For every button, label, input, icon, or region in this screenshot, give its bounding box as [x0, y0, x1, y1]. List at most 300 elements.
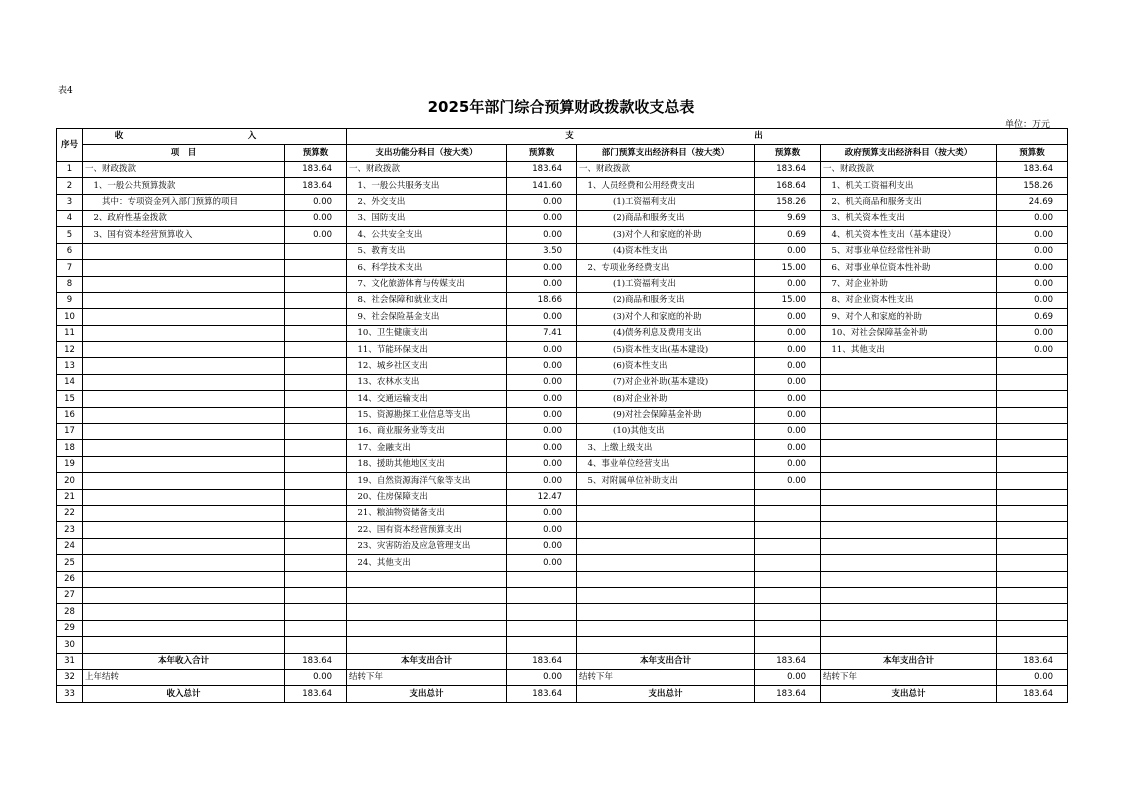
income-item	[83, 489, 285, 505]
gov-econ-item: 7、对企业补助	[821, 276, 997, 292]
income-amount	[285, 358, 347, 374]
func-item: 支出总计	[347, 686, 507, 702]
income-amount	[285, 243, 347, 259]
dept-econ-amount	[755, 620, 821, 636]
func-item: 一、财政拨款	[347, 161, 507, 177]
income-amount	[285, 522, 347, 538]
total-row	[57, 686, 1068, 702]
row-number: 12	[57, 342, 83, 358]
table-row	[57, 194, 1068, 210]
row-number: 8	[57, 276, 83, 292]
dept-econ-item: 结转下年	[577, 669, 755, 685]
func-item: 15、资源勘探工业信息等支出	[347, 407, 507, 423]
dept-econ-item: (4)债务利息及费用支出	[577, 325, 755, 341]
gov-econ-item: 1、机关工资福利支出	[821, 178, 997, 194]
row-number: 4	[57, 210, 83, 226]
gov-econ-amount: 0.00	[997, 325, 1068, 341]
dept-econ-item	[577, 538, 755, 554]
func-amount: 0.00	[507, 407, 577, 423]
dept-econ-item: (3)对个人和家庭的补助	[577, 227, 755, 243]
gov-econ-amount	[997, 489, 1068, 505]
income-item	[83, 505, 285, 521]
income-amount: 0.00	[285, 194, 347, 210]
gov-econ-item: 6、对事业单位资本性补助	[821, 260, 997, 276]
income-amount	[285, 505, 347, 521]
row-number: 30	[57, 637, 83, 653]
row-number: 19	[57, 456, 83, 472]
func-amount	[507, 604, 577, 620]
dept-econ-amount	[755, 522, 821, 538]
income-item: 1、一般公共预算拨款	[83, 178, 285, 194]
row-number: 27	[57, 587, 83, 603]
dept-econ-item	[577, 604, 755, 620]
gov-econ-amount	[997, 374, 1068, 390]
income-item	[83, 440, 285, 456]
income-amount	[285, 309, 347, 325]
dept-econ-amount	[755, 637, 821, 653]
income-item	[83, 243, 285, 259]
table-row	[57, 571, 1068, 587]
header-income-label: 收 入	[114, 131, 315, 142]
income-item: 本年收入合计	[83, 653, 285, 669]
func-amount: 183.64	[507, 161, 577, 177]
func-item: 14、交通运输支出	[347, 391, 507, 407]
gov-econ-amount: 0.00	[997, 276, 1068, 292]
gov-econ-amount: 158.26	[997, 178, 1068, 194]
func-amount: 141.60	[507, 178, 577, 194]
gov-econ-item: 8、对企业资本性支出	[821, 292, 997, 308]
gov-econ-amount	[997, 473, 1068, 489]
gov-econ-item	[821, 424, 997, 440]
func-amount: 12.47	[507, 489, 577, 505]
table-row	[57, 440, 1068, 456]
row-number: 10	[57, 309, 83, 325]
table-row	[57, 407, 1068, 423]
func-amount: 18.66	[507, 292, 577, 308]
income-amount	[285, 424, 347, 440]
dept-econ-item: (1)工资福利支出	[577, 276, 755, 292]
func-item	[347, 604, 507, 620]
gov-econ-item	[821, 374, 997, 390]
income-item	[83, 309, 285, 325]
dept-econ-item	[577, 571, 755, 587]
dept-econ-amount: 0.00	[755, 342, 821, 358]
func-item: 2、外交支出	[347, 194, 507, 210]
gov-econ-item: 一、财政拨款	[821, 161, 997, 177]
income-item	[83, 538, 285, 554]
func-item: 6、科学技术支出	[347, 260, 507, 276]
gov-econ-item	[821, 407, 997, 423]
income-amount	[285, 292, 347, 308]
gov-econ-item: 11、其他支出	[821, 342, 997, 358]
gov-econ-item: 2、机关商品和服务支出	[821, 194, 997, 210]
dept-econ-item: (4)资本性支出	[577, 243, 755, 259]
dept-econ-amount	[755, 571, 821, 587]
func-amount: 0.00	[507, 260, 577, 276]
header-amount: 预算数	[285, 145, 347, 161]
income-amount	[285, 260, 347, 276]
gov-econ-item: 本年支出合计	[821, 653, 997, 669]
gov-econ-item: 结转下年	[821, 669, 997, 685]
dept-econ-item: (5)资本性支出(基本建设)	[577, 342, 755, 358]
func-amount: 0.00	[507, 555, 577, 571]
row-number: 15	[57, 391, 83, 407]
gov-econ-item	[821, 538, 997, 554]
row-number: 31	[57, 653, 83, 669]
func-item: 11、节能环保支出	[347, 342, 507, 358]
gov-econ-item	[821, 391, 997, 407]
table-row	[57, 620, 1068, 636]
func-amount	[507, 637, 577, 653]
dept-econ-amount	[755, 555, 821, 571]
income-amount	[285, 407, 347, 423]
dept-econ-item: 1、人员经费和公用经费支出	[577, 178, 755, 194]
func-amount: 0.00	[507, 456, 577, 472]
income-amount	[285, 538, 347, 554]
income-amount	[285, 374, 347, 390]
table-row	[57, 489, 1068, 505]
income-item	[83, 637, 285, 653]
dept-econ-amount	[755, 538, 821, 554]
dept-econ-amount: 15.00	[755, 292, 821, 308]
func-amount: 3.50	[507, 243, 577, 259]
func-amount: 0.00	[507, 210, 577, 226]
gov-econ-amount	[997, 456, 1068, 472]
func-amount: 0.00	[507, 194, 577, 210]
table-row	[57, 538, 1068, 554]
dept-econ-item: (2)商品和服务支出	[577, 292, 755, 308]
row-number: 9	[57, 292, 83, 308]
row-number: 26	[57, 571, 83, 587]
gov-econ-item: 支出总计	[821, 686, 997, 702]
gov-econ-amount	[997, 391, 1068, 407]
table-row	[57, 342, 1068, 358]
row-number: 29	[57, 620, 83, 636]
func-item: 4、公共安全支出	[347, 227, 507, 243]
income-amount	[285, 604, 347, 620]
gov-econ-item	[821, 473, 997, 489]
row-number: 2	[57, 178, 83, 194]
income-amount: 0.00	[285, 669, 347, 685]
func-amount	[507, 587, 577, 603]
income-item: 3、国有资本经营预算收入	[83, 227, 285, 243]
func-item: 21、粮油物资储备支出	[347, 505, 507, 521]
gov-econ-amount	[997, 538, 1068, 554]
func-amount: 7.41	[507, 325, 577, 341]
row-number: 21	[57, 489, 83, 505]
func-item	[347, 571, 507, 587]
income-item	[83, 571, 285, 587]
gov-econ-amount	[997, 587, 1068, 603]
dept-econ-amount: 0.00	[755, 391, 821, 407]
row-number: 33	[57, 686, 83, 702]
row-number: 11	[57, 325, 83, 341]
gov-econ-amount	[997, 522, 1068, 538]
gov-econ-item: 5、对事业单位经常性补助	[821, 243, 997, 259]
total-row	[57, 669, 1068, 685]
table-row	[57, 325, 1068, 341]
gov-econ-item	[821, 358, 997, 374]
header-amount: 预算数	[507, 145, 577, 161]
gov-econ-amount: 0.00	[997, 243, 1068, 259]
row-number: 20	[57, 473, 83, 489]
gov-econ-item	[821, 489, 997, 505]
func-amount: 0.00	[507, 473, 577, 489]
table-row	[57, 587, 1068, 603]
row-number: 5	[57, 227, 83, 243]
total-row	[57, 653, 1068, 669]
func-amount	[507, 620, 577, 636]
income-item	[83, 522, 285, 538]
page-title: 2025年部门综合预算财政拨款收支总表	[427, 98, 695, 116]
func-amount: 0.00	[507, 538, 577, 554]
income-amount: 183.64	[285, 178, 347, 194]
row-number: 25	[57, 555, 83, 571]
income-item	[83, 260, 285, 276]
row-number: 13	[57, 358, 83, 374]
gov-econ-amount	[997, 505, 1068, 521]
func-amount: 0.00	[507, 505, 577, 521]
table-row	[57, 637, 1068, 653]
row-number: 3	[57, 194, 83, 210]
income-amount	[285, 440, 347, 456]
dept-econ-item: 一、财政拨款	[577, 161, 755, 177]
dept-econ-item: (3)对个人和家庭的补助	[577, 309, 755, 325]
table-row	[57, 424, 1068, 440]
func-item: 本年支出合计	[347, 653, 507, 669]
dept-econ-amount: 0.00	[755, 309, 821, 325]
gov-econ-amount: 0.00	[997, 210, 1068, 226]
dept-econ-amount: 183.64	[755, 686, 821, 702]
income-amount: 0.00	[285, 227, 347, 243]
func-item: 8、社会保障和就业支出	[347, 292, 507, 308]
gov-econ-amount: 183.64	[997, 686, 1068, 702]
gov-econ-item	[821, 440, 997, 456]
row-number: 28	[57, 604, 83, 620]
gov-econ-amount	[997, 571, 1068, 587]
table-row	[57, 292, 1068, 308]
gov-econ-amount: 183.64	[997, 653, 1068, 669]
gov-econ-amount: 0.69	[997, 309, 1068, 325]
budget-table	[56, 128, 1068, 703]
table-row	[57, 309, 1068, 325]
dept-econ-item	[577, 489, 755, 505]
income-item	[83, 555, 285, 571]
gov-econ-item	[821, 505, 997, 521]
income-item	[83, 456, 285, 472]
dept-econ-item: (7)对企业补助(基本建设)	[577, 374, 755, 390]
func-item: 12、城乡社区支出	[347, 358, 507, 374]
func-amount: 0.00	[507, 358, 577, 374]
income-item	[83, 391, 285, 407]
gov-econ-amount	[997, 440, 1068, 456]
gov-econ-item	[821, 456, 997, 472]
func-item: 10、卫生健康支出	[347, 325, 507, 341]
gov-econ-item: 3、机关资本性支出	[821, 210, 997, 226]
income-item	[83, 292, 285, 308]
income-item: 收入总计	[83, 686, 285, 702]
gov-econ-amount: 24.69	[997, 194, 1068, 210]
header-amount: 预算数	[997, 145, 1068, 161]
func-item: 16、商业服务业等支出	[347, 424, 507, 440]
income-amount	[285, 620, 347, 636]
func-item: 1、一般公共服务支出	[347, 178, 507, 194]
dept-econ-amount: 0.00	[755, 440, 821, 456]
row-number: 17	[57, 424, 83, 440]
income-amount	[285, 342, 347, 358]
func-amount: 0.00	[507, 374, 577, 390]
row-number: 32	[57, 669, 83, 685]
dept-econ-item	[577, 620, 755, 636]
gov-econ-item	[821, 555, 997, 571]
dept-econ-item	[577, 505, 755, 521]
dept-econ-amount: 0.00	[755, 473, 821, 489]
dept-econ-amount: 0.00	[755, 325, 821, 341]
income-item	[83, 342, 285, 358]
dept-econ-item	[577, 587, 755, 603]
income-item	[83, 587, 285, 603]
header-expense	[347, 129, 1068, 145]
income-item	[83, 276, 285, 292]
dept-econ-amount: 168.64	[755, 178, 821, 194]
func-amount: 183.64	[507, 653, 577, 669]
header-expense-label: 支 出	[565, 131, 849, 142]
func-item: 17、金融支出	[347, 440, 507, 456]
func-item: 7、文化旅游体育与传媒支出	[347, 276, 507, 292]
func-item: 23、灾害防治及应急管理支出	[347, 538, 507, 554]
income-item: 一、财政拨款	[83, 161, 285, 177]
income-item	[83, 473, 285, 489]
table-row	[57, 555, 1068, 571]
dept-econ-amount	[755, 505, 821, 521]
func-item: 9、社会保险基金支出	[347, 309, 507, 325]
income-item	[83, 604, 285, 620]
dept-econ-amount: 0.00	[755, 407, 821, 423]
table-row	[57, 522, 1068, 538]
income-amount	[285, 555, 347, 571]
income-amount: 183.64	[285, 161, 347, 177]
gov-econ-item	[821, 637, 997, 653]
dept-econ-item: 本年支出合计	[577, 653, 755, 669]
table-row	[57, 178, 1068, 194]
func-item: 24、其他支出	[347, 555, 507, 571]
header-item: 项 目	[83, 145, 285, 161]
row-number: 23	[57, 522, 83, 538]
gov-econ-item: 10、对社会保障基金补助	[821, 325, 997, 341]
dept-econ-item: (6)资本性支出	[577, 358, 755, 374]
header-row-group	[57, 129, 1068, 145]
dept-econ-amount: 0.69	[755, 227, 821, 243]
income-item	[83, 424, 285, 440]
income-item: 上年结转	[83, 669, 285, 685]
func-amount: 0.00	[507, 391, 577, 407]
dept-econ-item: 3、上缴上级支出	[577, 440, 755, 456]
table-row	[57, 358, 1068, 374]
income-amount	[285, 637, 347, 653]
func-item: 13、农林水支出	[347, 374, 507, 390]
dept-econ-item: 4、事业单位经营支出	[577, 456, 755, 472]
unit-label: 单位：万元	[1004, 120, 1050, 130]
gov-econ-amount	[997, 604, 1068, 620]
dept-econ-amount: 0.00	[755, 276, 821, 292]
header-row-columns	[57, 145, 1068, 161]
gov-econ-item	[821, 522, 997, 538]
dept-econ-item	[577, 555, 755, 571]
row-number: 18	[57, 440, 83, 456]
income-amount: 183.64	[285, 653, 347, 669]
income-item: 其中：专项资金列入部门预算的项目	[83, 194, 285, 210]
table-tag: 表4	[58, 86, 73, 96]
table-row	[57, 210, 1068, 226]
table-row	[57, 260, 1068, 276]
dept-econ-amount: 0.00	[755, 374, 821, 390]
func-item	[347, 587, 507, 603]
income-item: 2、政府性基金拨款	[83, 210, 285, 226]
func-amount: 0.00	[507, 424, 577, 440]
table-row	[57, 243, 1068, 259]
income-item	[83, 407, 285, 423]
dept-econ-amount: 158.26	[755, 194, 821, 210]
table-row	[57, 473, 1068, 489]
header-amount: 预算数	[755, 145, 821, 161]
table-row	[57, 161, 1068, 177]
row-number: 16	[57, 407, 83, 423]
gov-econ-amount: 0.00	[997, 342, 1068, 358]
table-row	[57, 505, 1068, 521]
dept-econ-item: (10)其他支出	[577, 424, 755, 440]
dept-econ-amount: 183.64	[755, 161, 821, 177]
dept-econ-amount: 0.00	[755, 456, 821, 472]
func-amount: 0.00	[507, 342, 577, 358]
gov-econ-item: 9、对个人和家庭的补助	[821, 309, 997, 325]
func-item: 3、国防支出	[347, 210, 507, 226]
gov-econ-item	[821, 587, 997, 603]
gov-econ-amount	[997, 424, 1068, 440]
income-amount	[285, 391, 347, 407]
dept-econ-amount: 15.00	[755, 260, 821, 276]
gov-econ-amount: 0.00	[997, 227, 1068, 243]
table-row	[57, 276, 1068, 292]
dept-econ-amount	[755, 587, 821, 603]
gov-econ-amount	[997, 407, 1068, 423]
dept-econ-item: 2、专项业务经费支出	[577, 260, 755, 276]
gov-econ-amount	[997, 620, 1068, 636]
table-row	[57, 391, 1068, 407]
func-item: 19、自然资源海洋气象等支出	[347, 473, 507, 489]
income-amount	[285, 456, 347, 472]
dept-econ-item: 5、对附属单位补助支出	[577, 473, 755, 489]
dept-econ-item	[577, 637, 755, 653]
dept-econ-amount: 0.00	[755, 669, 821, 685]
func-item: 18、援助其他地区支出	[347, 456, 507, 472]
dept-econ-amount	[755, 489, 821, 505]
income-amount	[285, 276, 347, 292]
dept-econ-item: (2)商品和服务支出	[577, 210, 755, 226]
dept-econ-amount: 0.00	[755, 358, 821, 374]
gov-econ-amount	[997, 637, 1068, 653]
func-amount: 0.00	[507, 309, 577, 325]
table-row	[57, 456, 1068, 472]
func-amount: 0.00	[507, 669, 577, 685]
header-gov-econ: 政府预算支出经济科目（按大类）	[821, 145, 997, 161]
gov-econ-amount	[997, 555, 1068, 571]
func-item: 22、国有资本经营预算支出	[347, 522, 507, 538]
income-item	[83, 325, 285, 341]
table-row	[57, 374, 1068, 390]
dept-econ-item: (8)对企业补助	[577, 391, 755, 407]
dept-econ-item: (1)工资福利支出	[577, 194, 755, 210]
dept-econ-amount	[755, 604, 821, 620]
